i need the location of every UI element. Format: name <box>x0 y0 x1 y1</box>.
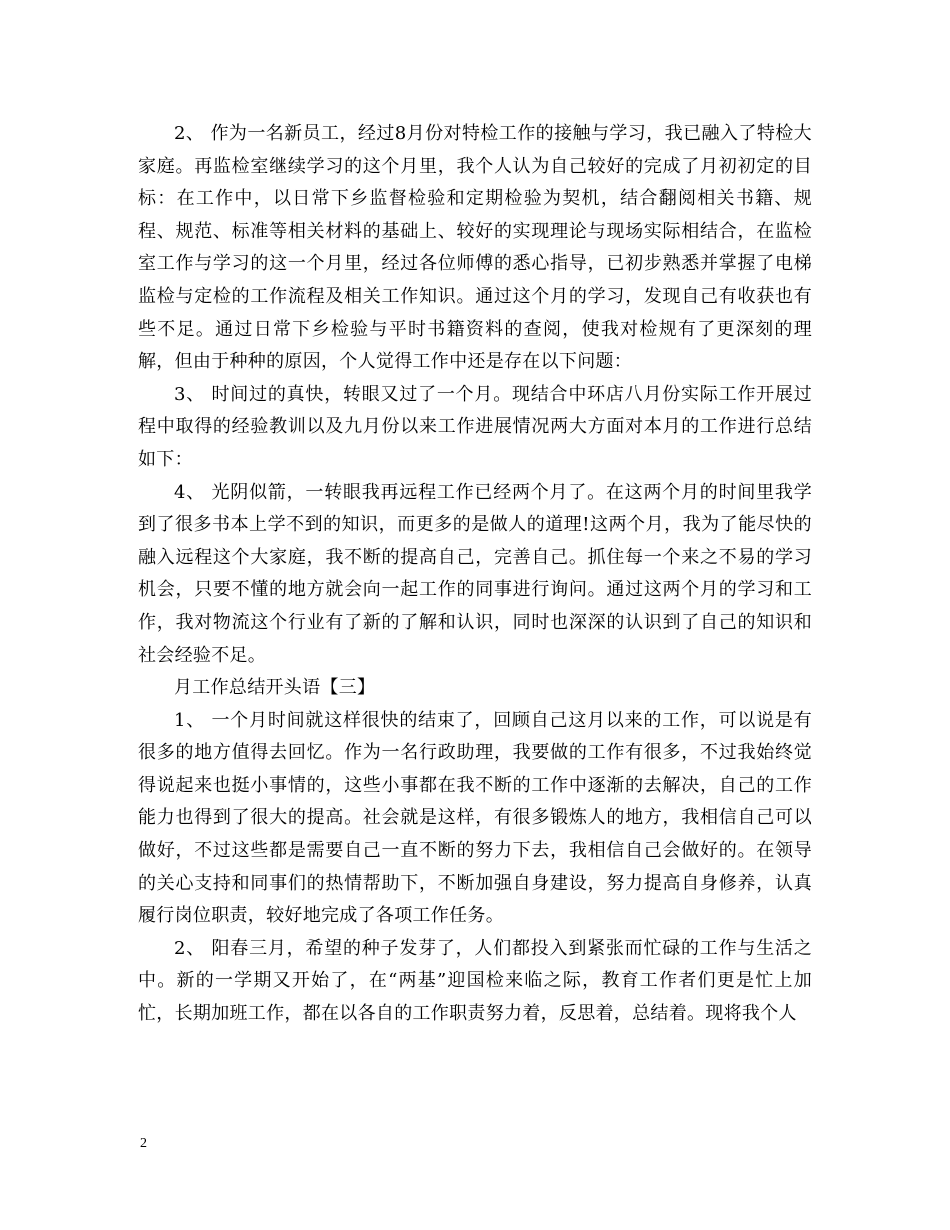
section-heading: 月工作总结开头语【三】 <box>174 677 376 699</box>
paragraph-item-2: 2、 作为一名新员工，经过8月份对特检工作的接触与学习，我已融入了特检大家庭。再监检室继续学习的这个月里，我个人认为自己较好的完成了月初初定的目标：在工作中，以日常下乡监督检验和定期检验为契机，结合翻阅相关书籍、规程、规范、标准等相关材料的基础上、较好的实现理论与现场实际相结合，在监检室工作与学习的这一个月里，经过各位师傅的悉心指导，已初步熟悉并掌握了电梯监检与定检的工作流程及相关工作知识。通过这个月的学习，发现自己有收获也有些不足。通过日常下乡检验与平时书籍资料的查阅，使我对检规有了更深刻的理解，但由于种种的原因，个人觉得工作中还是存在以下问题： <box>138 123 812 373</box>
document-body <box>138 118 812 1031</box>
section-paragraph-item-1: 1、 一个月时间就这样很快的结束了，回顾自己这月以来的工作，可以说是有很多的地方值得去回忆。作为一名行政助理，我要做的工作有很多，不过我始终觉得说起来也挺小事情的，这些小事都在我不断的工作中逐渐的去解决，自己的工作能力也得到了很大的提高。社会就是这样，有很多锻炼人的地方，我相信自己可以做好，不过这些都是需要自己一直不断的努力下去，我相信自己会做好的。在领导的关心支持和同事们的热情帮助下，不断加强自身建设，努力提高自身修养，认真履行岗位职责，较好地完成了各项工作任务。 <box>138 709 812 927</box>
section-paragraph-item-2: 2、 阳春三月，希望的种子发芽了，人们都投入到紧张而忙碌的工作与生活之中。新的一学期又开始了，在“两基”迎国检来临之际，教育工作者们更是忙上加忙，长期加班工作，都在以各自的工作职责努力着，反思着，总结着。现将我个人 <box>138 937 812 1025</box>
paragraph-item-4: 4、 光阴似箭，一转眼我再远程工作已经两个月了。在这两个月的时间里我学到了很多书本上学不到的知识，而更多的是做人的道理!这两个月，我为了能尽快的融入远程这个大家庭，我不断的提高自己，完善自己。抓住每一个来之不易的学习机会，只要不懂的地方就会向一起工作的同事进行询问。通过这两个月的学习和工作，我对物流这个行业有了新的了解和认识，同时也深深的认识到了自己的知识和社会经验不足。 <box>138 481 812 666</box>
paragraph-item-3: 3、 时间过的真快，转眼又过了一个月。现结合中环店八月份实际工作开展过程中取得的经验教训以及九月份以来工作进展情况两大方面对本月的工作进行总结如下： <box>138 383 812 470</box>
page-number: 2 <box>140 1136 147 1151</box>
